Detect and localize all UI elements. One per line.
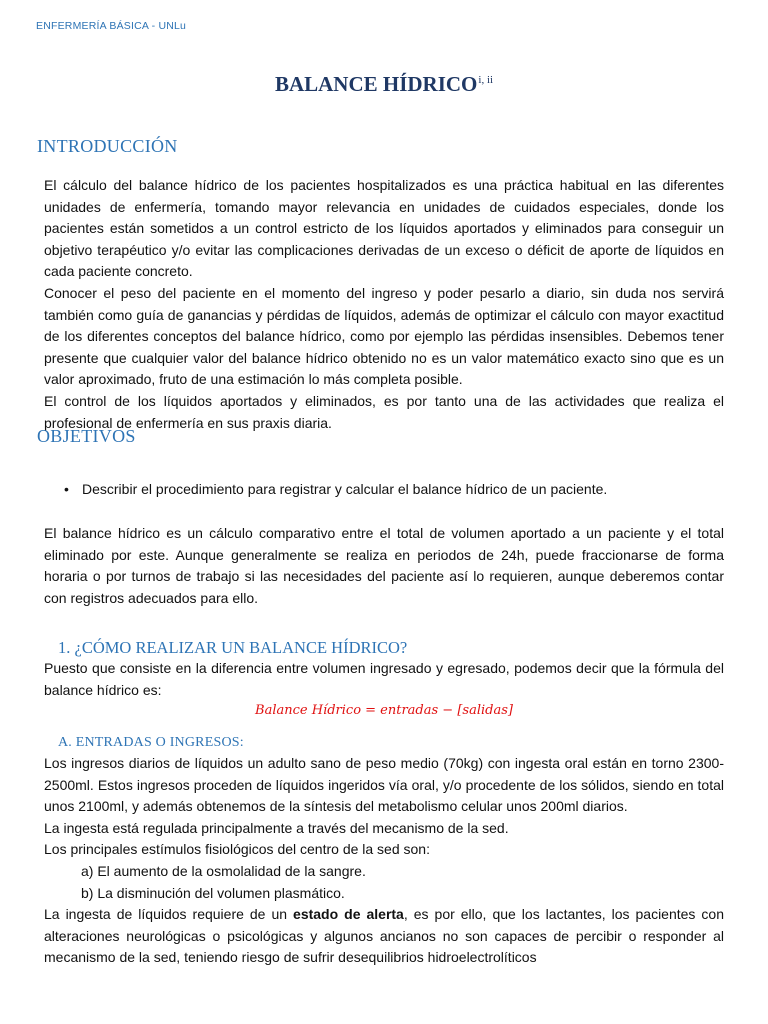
objective-item bbox=[62, 479, 607, 500]
intro-paragraph-2: Conocer el peso del paciente en el momento del ingreso y poder pesarlo a diario, sin duda nos servirá también como guía de ganancias y pérdidas de líquidos, además de optimizar el cálculo con mayor exactitud de los diferentes conceptos del balance hídrico, como por ejemplo las pérdidas insensibles. Debemos tener presente que cualquier valor del balance hídrico obtenido no es un valor matemático exacto sino que es un valor aproximado, fruto de una estimación lo más completa posible. bbox=[44, 284, 724, 388]
balance-formula: Balance Hídrico = entradas − [salidas] bbox=[255, 703, 513, 718]
objectives-list bbox=[62, 479, 607, 500]
objectives-paragraph bbox=[44, 523, 724, 609]
section1-paragraph-text: Puesto que consiste en la diferencia entre volumen ingresado y egresado, podemos decir que la fórmula del balance hídrico es: bbox=[44, 660, 724, 698]
section1-paragraph bbox=[44, 658, 724, 701]
title-footnote-refs[interactable]: i, ii bbox=[478, 74, 494, 86]
bullet-icon: • bbox=[64, 481, 69, 497]
heading-entradas: A. ENTRADAS O INGRESOS: bbox=[58, 735, 244, 750]
entradas-paragraph-3: Los principales estímulos fisiológicos del centro de la sed son: bbox=[44, 841, 430, 858]
final-text-before: La ingesta de líquidos requiere de un bbox=[44, 906, 294, 923]
intro-paragraph-1: El cálculo del balance hídrico de los pacientes hospitalizados es una práctica habitual en las diferentes unidades de enfermería, tomando mayor relevancia en unidades de cuidados especiales, donde los pacientes están sometidos a un control estricto de los líquidos aportados y eliminados para conseguir un objetivo terapéutico y/o evitar las complicaciones derivadas de un exceso o déficit de aporte de líquidos en cada paciente concreto. bbox=[44, 177, 724, 280]
heading-introduccion: INTRODUCCIÓN bbox=[37, 136, 178, 156]
heading-objetivos: OBJETIVOS bbox=[37, 426, 136, 446]
heading-como-realizar: 1. ¿CÓMO REALIZAR UN BALANCE HÍDRICO? bbox=[58, 638, 408, 657]
entradas-paragraph-1: Los ingresos diarios de líquidos un adulto sano de peso medio (70kg) con ingesta oral están en torno 2300-2500ml. Estos ingresos proceden de líquidos ingeridos vía oral, y/o procedente de los sólidos, siendo en total unos 2100ml, y además obtenemos de la síntesis del metabolismo celular unos 200ml diarios. bbox=[44, 755, 724, 815]
entradas-paragraph-2: La ingesta está regulada principalmente a través del mecanismo de la sed. bbox=[44, 819, 509, 836]
objective-text: Describir el procedimiento para registrar y calcular el balance hídrico de un paciente. bbox=[82, 481, 608, 497]
entradas-final-paragraph bbox=[44, 904, 724, 969]
stimulus-item-a: a) El aumento de la osmolalidad de la sangre. bbox=[81, 862, 366, 879]
intro-paragraph-3: El control de los líquidos aportados y eliminados, es por tanto una de las actividades que realiza el profesional de enfermería en sus praxis diaria. bbox=[44, 392, 724, 431]
objectives-paragraph-text: El balance hídrico es un cálculo comparativo entre el total de volumen aportado a un paciente y el total eliminado por este. Aunque generalmente se realiza en periodos de 24h, puede fraccionarse de forma horaria o por turnos de trabajo si las necesidades del paciente así lo requieren, aunque deberemos contar con registros adecuados para ello. bbox=[44, 525, 724, 606]
intro-body bbox=[44, 175, 724, 434]
final-text-bold: estado de alerta bbox=[293, 906, 404, 923]
running-header: ENFERMERÍA BÁSICA - UNLu bbox=[36, 20, 187, 32]
document-title bbox=[0, 72, 768, 97]
entradas-body bbox=[44, 753, 724, 969]
title-text: BALANCE HÍDRICO bbox=[274, 72, 478, 96]
stimulus-item-b: b) La disminución del volumen plasmático. bbox=[81, 884, 345, 901]
final-text-after: , es por ello, que los lactantes, los pacientes con alteraciones neurológicas o psicológicas y algunos ancianos no son capaces de percibir o responder al mecanismo de la sed, teniendo riesgo de sufrir desequilibrios hidroelectrolíticos bbox=[44, 906, 724, 966]
